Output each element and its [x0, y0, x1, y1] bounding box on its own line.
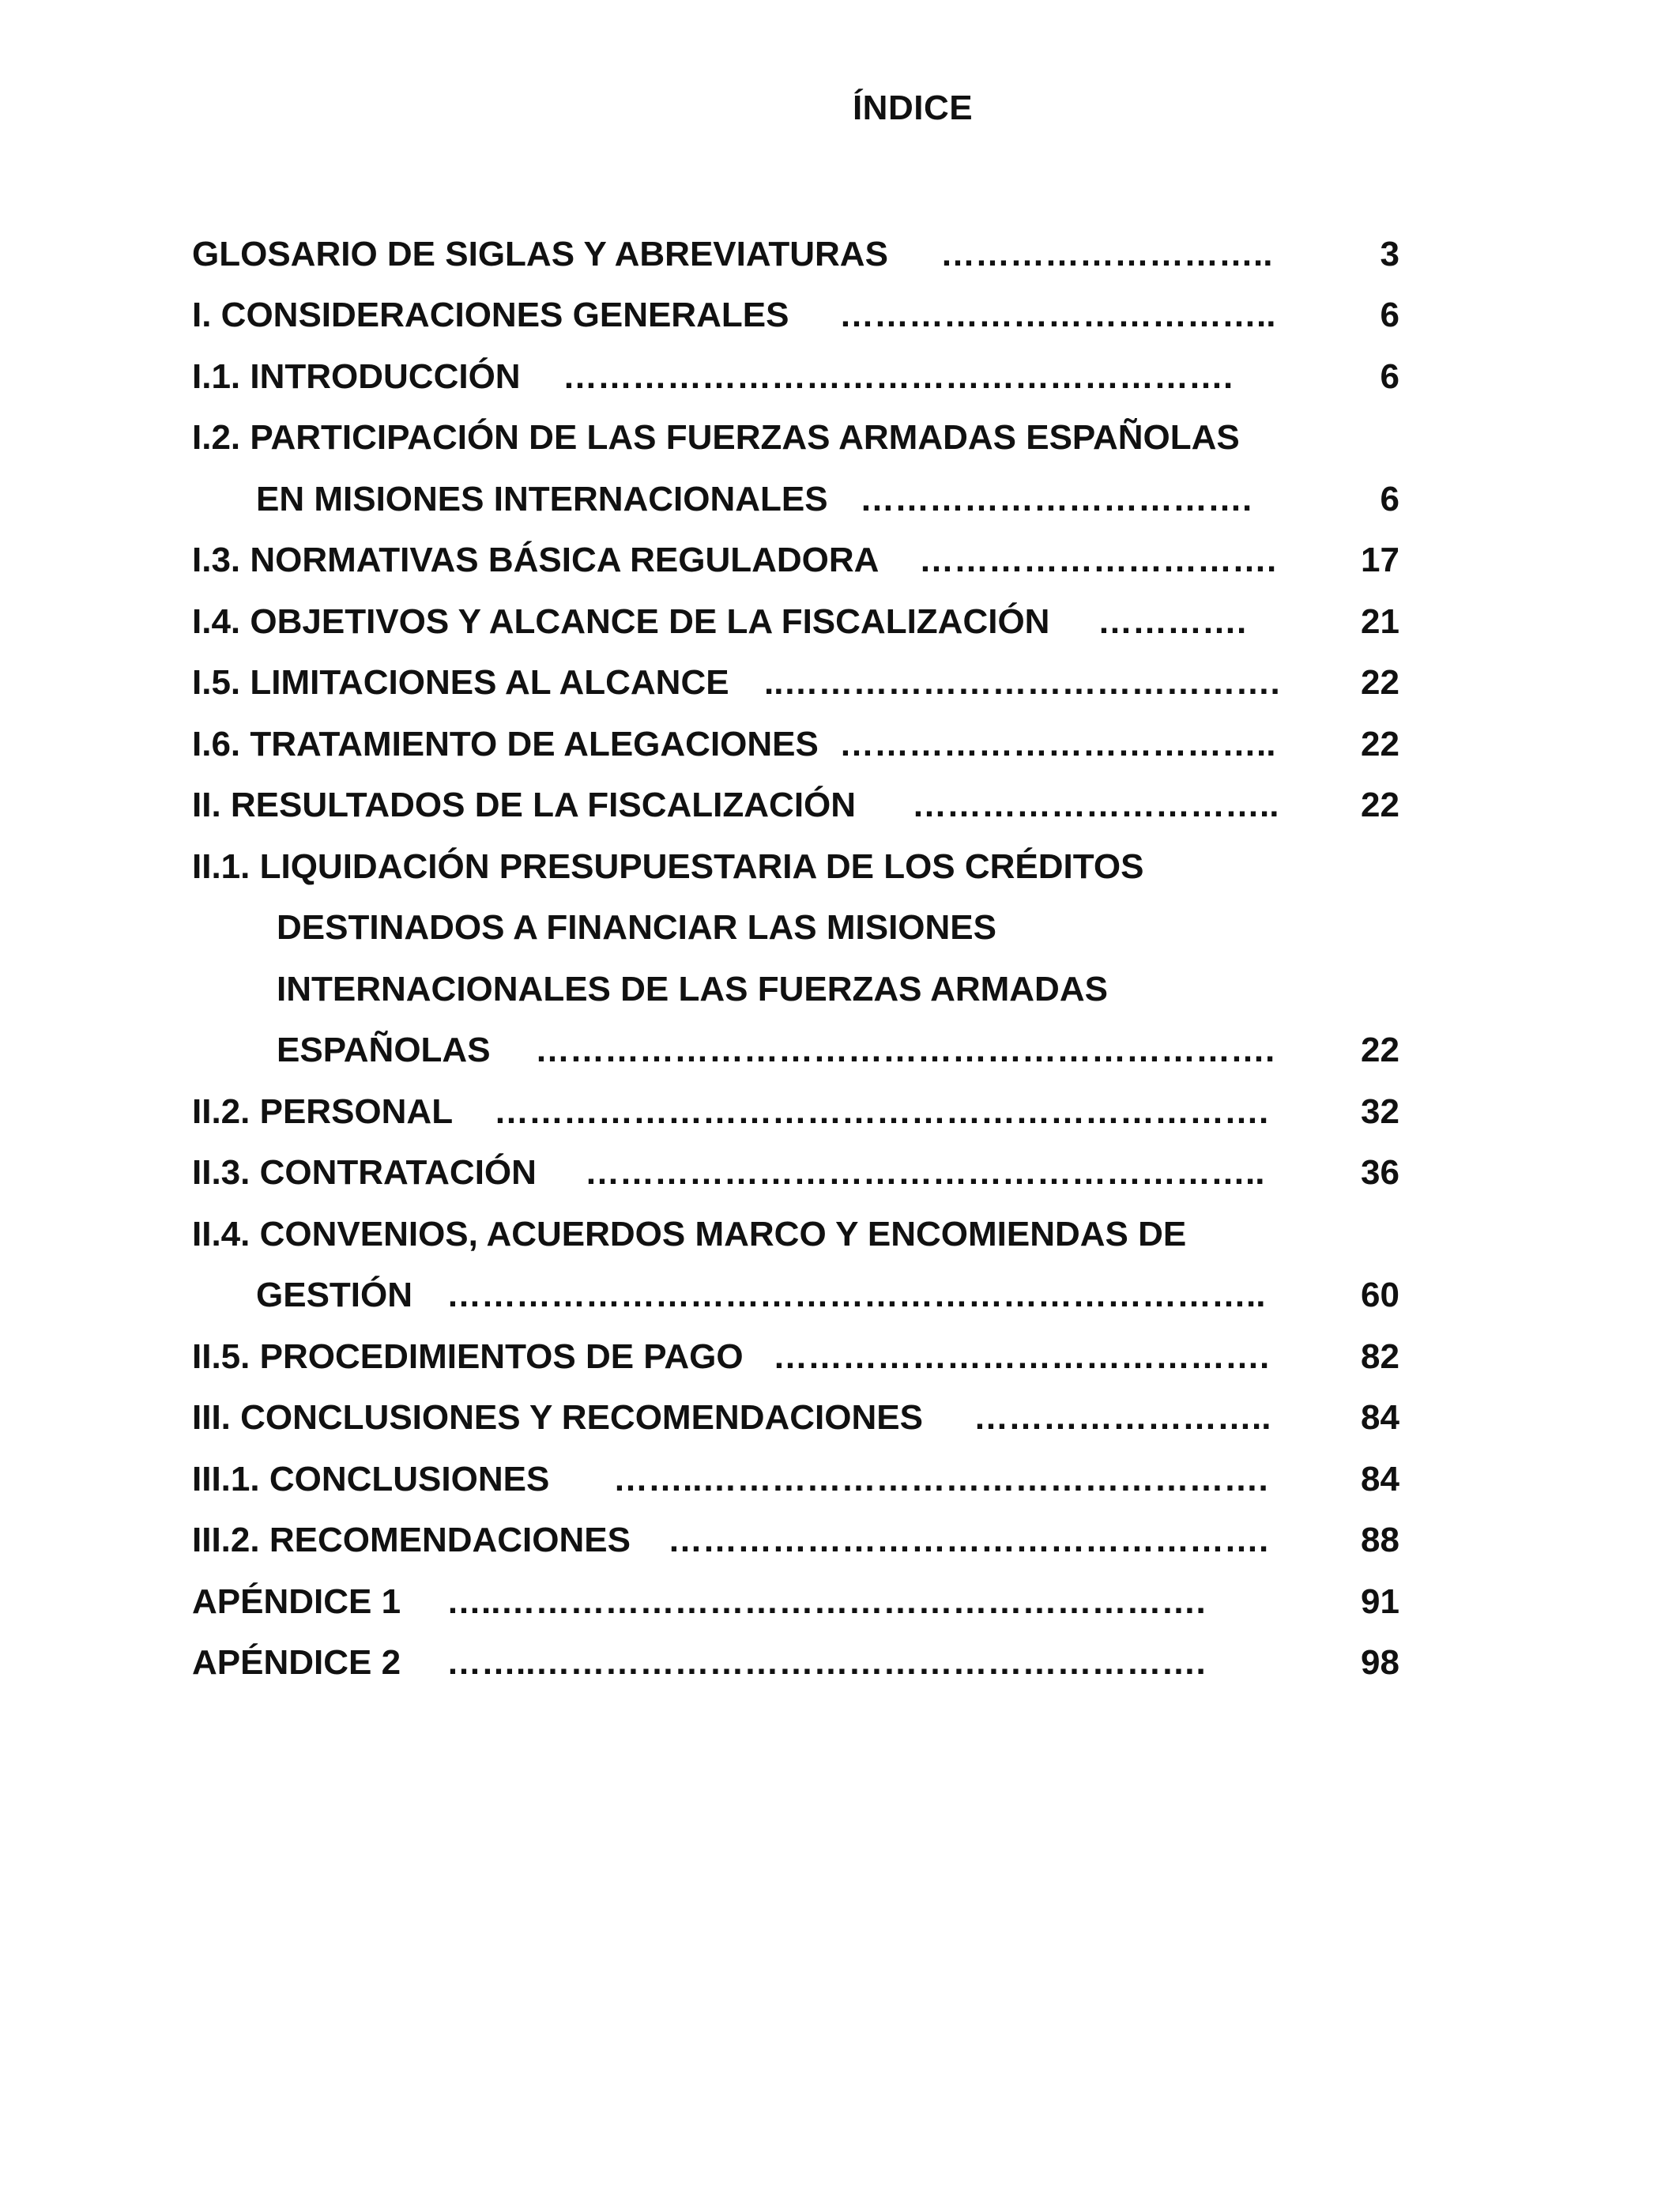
toc-entry-title: III. CONCLUSIONES Y RECOMENDACIONES — [192, 1398, 923, 1437]
toc-entry — [0, 1272, 1680, 1319]
toc-entry-page: 3 — [1380, 235, 1399, 273]
toc-entry-leader: ………………………….. — [912, 786, 1279, 824]
toc-entry-title: II.1. LIQUIDACIÓN PRESUPUESTARIA DE LOS CRÉDITOS — [192, 847, 1144, 886]
toc-entry — [0, 598, 1680, 646]
toc-entry — [0, 537, 1680, 584]
toc-entry-title: APÉNDICE 1 — [192, 1582, 401, 1621]
toc-entry-page: 22 — [1361, 725, 1399, 763]
toc-entry-title: INTERNACIONALES DE LAS FUERZAS ARMADAS — [277, 970, 1108, 1008]
toc-entry — [0, 1517, 1680, 1564]
toc-entry-page: 32 — [1361, 1092, 1399, 1131]
toc-entry — [0, 966, 1680, 1013]
toc-entry — [0, 1149, 1680, 1197]
toc-entry-leader: ……..…………………………………………. — [613, 1460, 1268, 1498]
toc-entry-page: 84 — [1361, 1460, 1399, 1498]
toc-entry-leader: ……………………………….. — [839, 725, 1276, 763]
toc-entry-page: 82 — [1361, 1337, 1399, 1376]
toc-entry-title: I.5. LIMITACIONES AL ALCANCE — [192, 663, 729, 702]
toc-entry-title: I.2. PARTICIPACIÓN DE LAS FUERZAS ARMADAS ESPAÑOLAS — [192, 418, 1240, 457]
page-title: ÍNDICE — [852, 89, 974, 127]
toc-entry-title: I.3. NORMATIVAS BÁSICA REGULADORA — [192, 541, 880, 579]
toc-entry-title: III.2. RECOMENDACIONES — [192, 1521, 631, 1559]
toc-entry-title: GLOSARIO DE SIGLAS Y ABREVIATURAS — [192, 235, 888, 273]
toc-entry-title: III.1. CONCLUSIONES — [192, 1460, 550, 1498]
toc-entry — [0, 1211, 1680, 1258]
toc-entry-leader: ..……………………………………. — [764, 663, 1280, 702]
toc-entry-title: II.2. PERSONAL — [192, 1092, 454, 1131]
toc-entry — [0, 1088, 1680, 1136]
toc-entry-page: 6 — [1380, 480, 1399, 518]
toc-entry-page: 22 — [1361, 663, 1399, 702]
toc-entry-title: I.1. INTRODUCCIÓN — [192, 357, 521, 396]
toc-entry-page: 22 — [1361, 786, 1399, 824]
toc-entry-page: 17 — [1361, 541, 1399, 579]
toc-entry-page: 6 — [1380, 296, 1399, 334]
toc-entry-page: 6 — [1380, 357, 1399, 396]
toc-entry-title: I.4. OBJETIVOS Y ALCANCE DE LA FISCALIZACIÓN — [192, 602, 1050, 641]
toc-entry-leader: ……………………………………. — [773, 1337, 1270, 1376]
toc-entry-page: 21 — [1361, 602, 1399, 641]
toc-entry — [0, 1394, 1680, 1442]
toc-entry-page: 36 — [1361, 1153, 1399, 1192]
toc-entry-leader: …………………………………………………………. — [494, 1092, 1269, 1131]
toc-entry — [0, 476, 1680, 523]
toc-entry-title: II.4. CONVENIOS, ACUERDOS MARCO Y ENCOMIENDAS DE — [192, 1215, 1187, 1253]
toc-entry — [0, 659, 1680, 707]
toc-entry-leader: ………………………………………………….. — [585, 1153, 1265, 1192]
toc-entry-page: 91 — [1361, 1582, 1399, 1621]
toc-entry-leader: ………………………………………………………. — [535, 1031, 1275, 1069]
toc-entry-title: GESTIÓN — [256, 1276, 413, 1314]
toc-entry — [0, 231, 1680, 278]
toc-entry-leader: ……………………………….. — [839, 296, 1276, 334]
toc-entry-leader: ……………………………. — [860, 480, 1252, 518]
toc-entry-leader: …………. — [1098, 602, 1247, 641]
toc-entry-page: 60 — [1361, 1276, 1399, 1314]
toc-entry-leader: …………………….. — [974, 1398, 1271, 1437]
toc-entry-leader: …………………………………………………………….. — [446, 1276, 1266, 1314]
toc-entry — [0, 1456, 1680, 1503]
toc-entry-title: I. CONSIDERACIONES GENERALES — [192, 296, 789, 334]
toc-entry-title: ESPAÑOLAS — [277, 1031, 491, 1069]
toc-entry-leader: ……………………………………………. — [668, 1521, 1269, 1559]
toc-entry-title: DESTINADOS A FINANCIAR LAS MISIONES — [277, 908, 997, 947]
toc-entry — [0, 1578, 1680, 1626]
toc-entry — [0, 904, 1680, 952]
toc-entry-leader: …………………………………………………. — [563, 357, 1234, 396]
toc-entry-leader: …..……………………………………………………. — [446, 1582, 1206, 1621]
toc-entry-page: 88 — [1361, 1521, 1399, 1559]
toc-entry-title: APÉNDICE 2 — [192, 1643, 401, 1682]
toc-entry — [0, 414, 1680, 462]
toc-entry-leader: ……..…………………………………………………. — [446, 1643, 1206, 1682]
toc-entry — [0, 353, 1680, 401]
toc-entry-page: 22 — [1361, 1031, 1399, 1069]
toc-entry-page: 84 — [1361, 1398, 1399, 1437]
toc-entry-leader: ……………………….. — [940, 235, 1273, 273]
toc-entry — [0, 1333, 1680, 1381]
toc-entry — [0, 782, 1680, 829]
toc-entry — [0, 292, 1680, 339]
toc-entry-title: EN MISIONES INTERNACIONALES — [256, 480, 828, 518]
toc-entry-title: II.3. CONTRATACIÓN — [192, 1153, 537, 1192]
toc-entry-leader: …………………………. — [919, 541, 1277, 579]
toc-entry — [0, 721, 1680, 768]
toc-entry — [0, 843, 1680, 891]
toc-entry — [0, 1027, 1680, 1074]
toc-entry-page: 98 — [1361, 1643, 1399, 1682]
toc-entry — [0, 1639, 1680, 1687]
toc-entry-title: II. RESULTADOS DE LA FISCALIZACIÓN — [192, 786, 857, 824]
toc-entry-title: I.6. TRATAMIENTO DE ALEGACIONES — [192, 725, 819, 763]
toc-entry-title: II.5. PROCEDIMIENTOS DE PAGO — [192, 1337, 744, 1376]
